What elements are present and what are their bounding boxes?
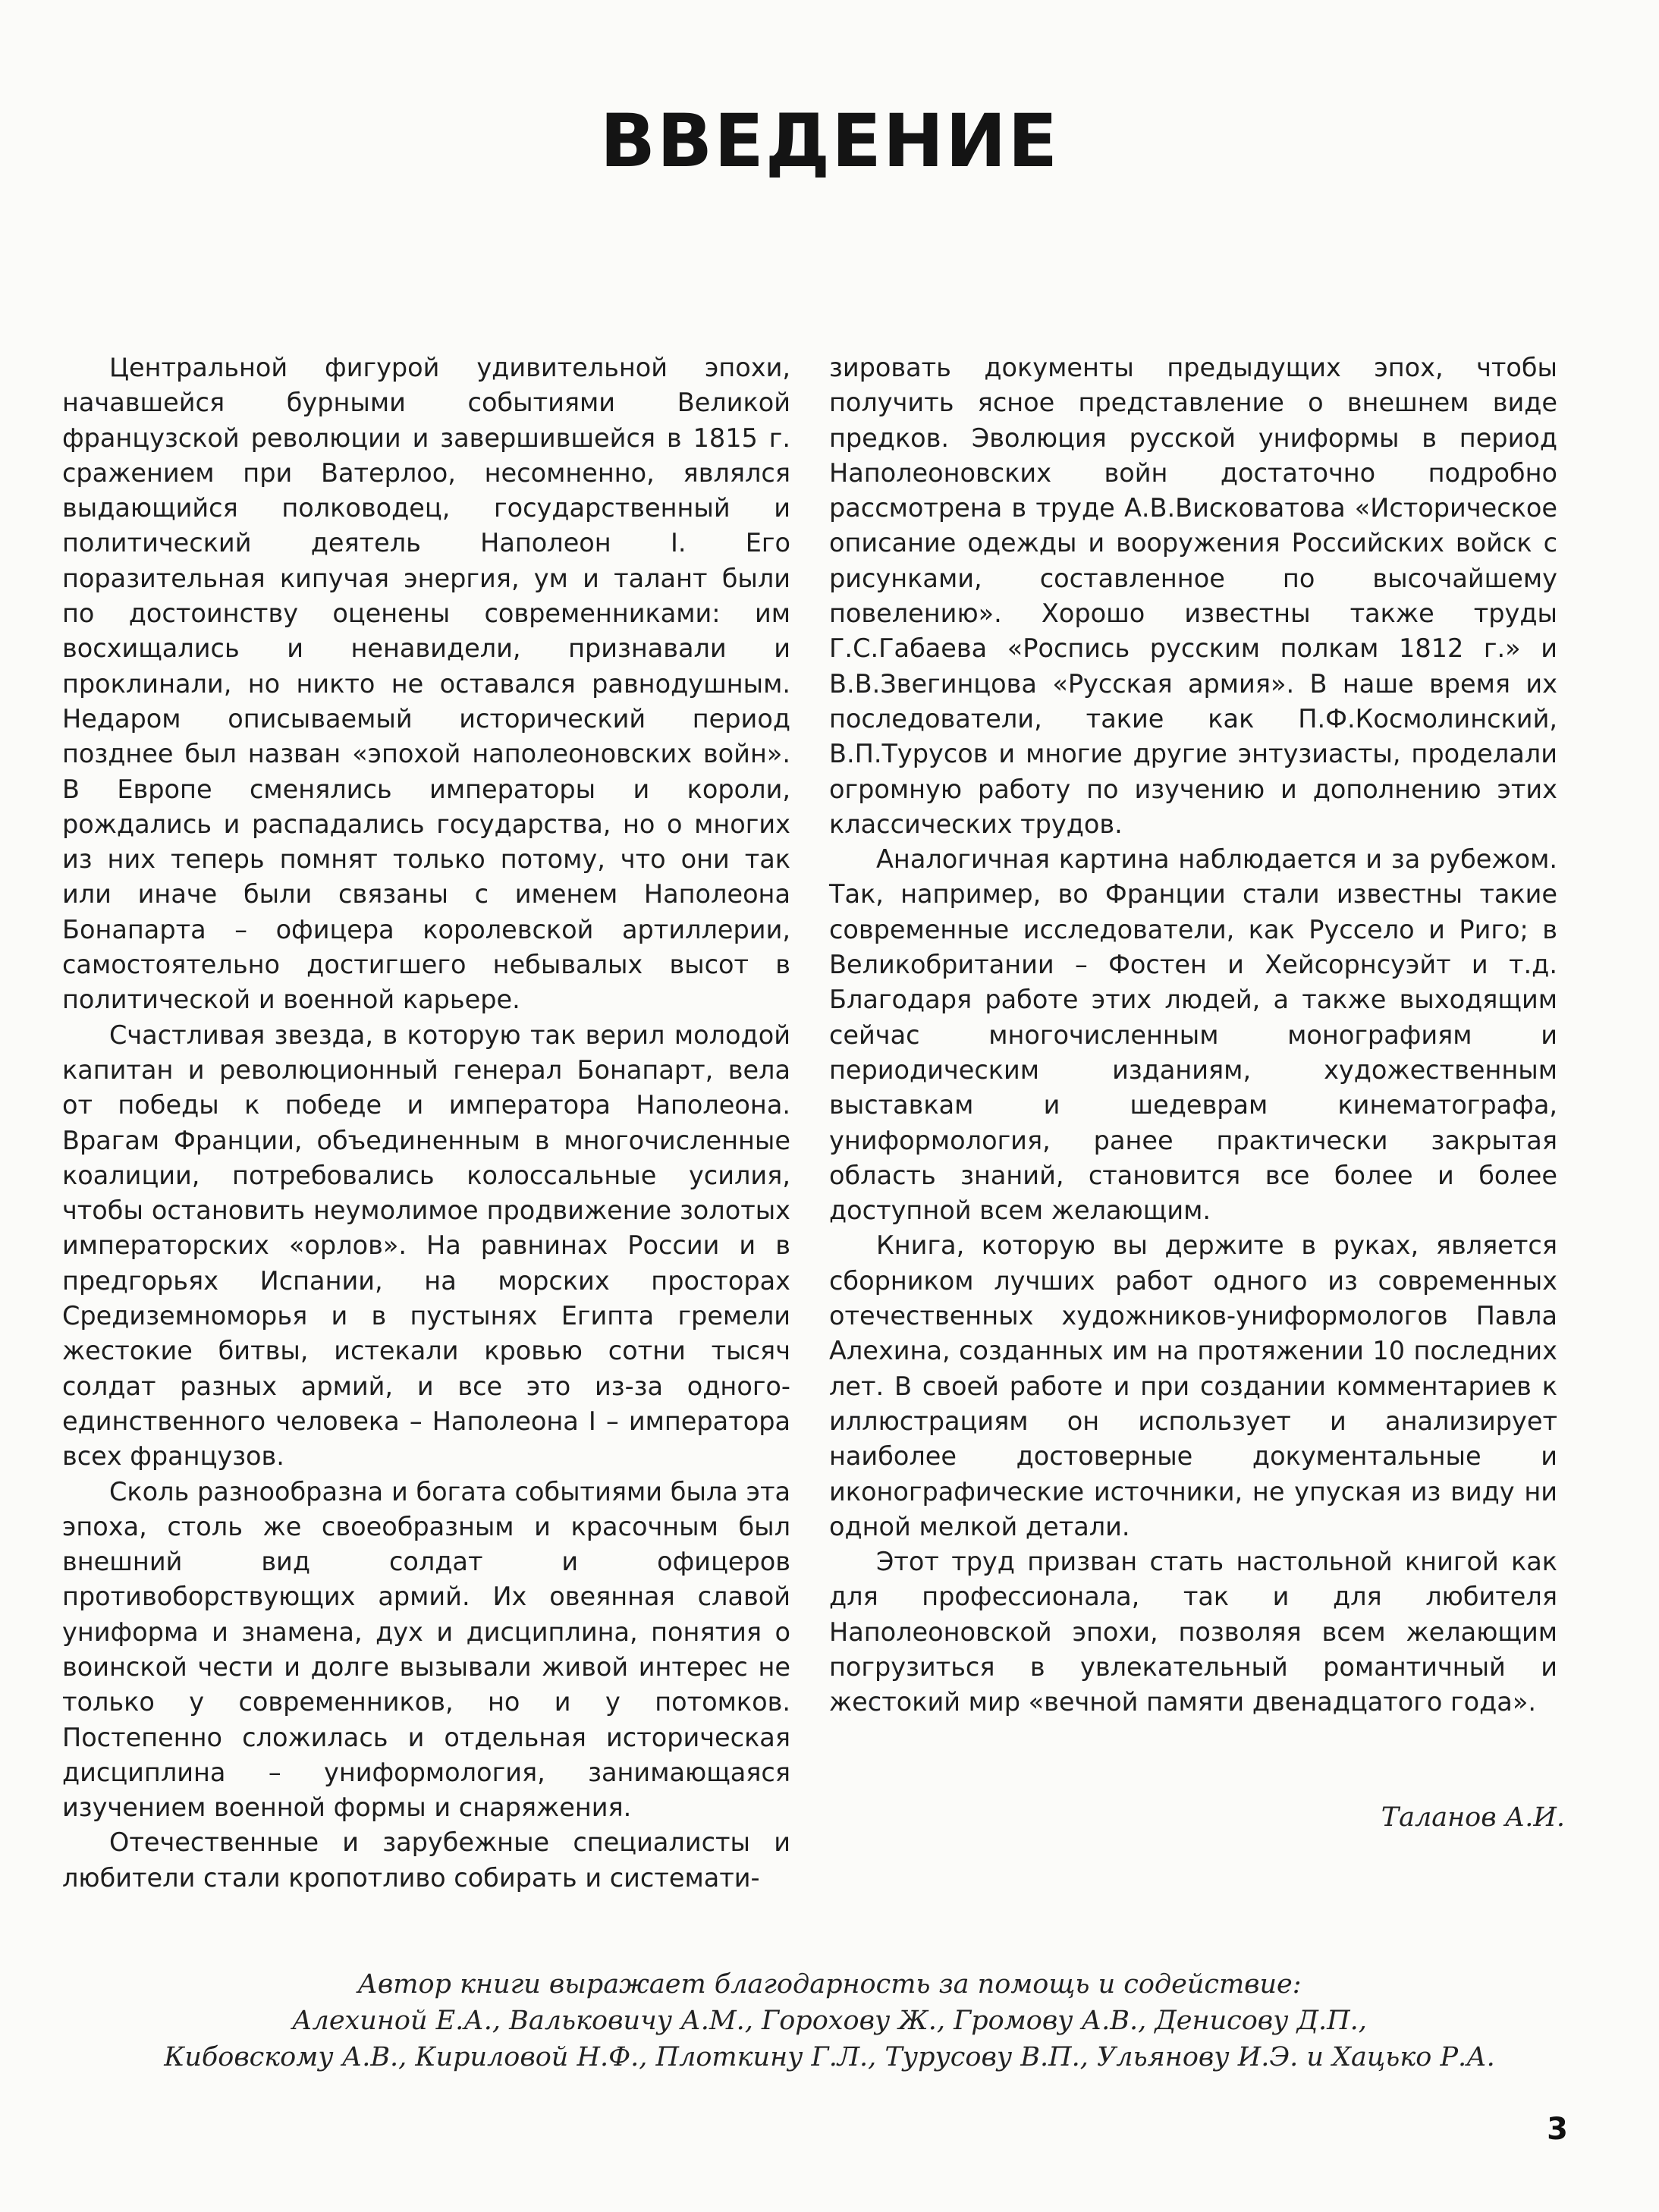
paragraph: Счастливая звезда, в которую так верил молодой капитан и революционный генерал Бонапарт, вела от победы к победе и императора Наполеона. Врагам Франции, объединенным в многочисленные коалиции, потребовались колоссальные усилия, чтобы остановить неумолимое продвижение золотых императорских «орлов». На равнинах России и в предгорьях Испании, на морских просторах Средиземноморья и в пустынях Египта гремели жестокие битвы, истекали кровью сотни тысяч солдат разных армий, и все это из-за одного-единственного человека – Наполеона I – императора всех французов. [62, 1020, 790, 1472]
author-signature: Таланов А.И. [1381, 1802, 1565, 1833]
acknowledgment-heading: Автор книги выражает благодарность за помощь и содействие: [357, 1969, 1302, 2000]
paragraph: Аналогичная картина наблюдается и за рубежом. Так, например, во Франции стали известны такие современные исследователи, как Руссело и Риго; в Великобритании – Фостен и Хейсорнсуэйт и т.д. Благодаря работе этих людей, а также выходящим сейчас многочисленным монографиям и периодическим изданиям, художественным выставкам и шедеврам кинематографа, униформология, ранее практически закрытая область знаний, становится все более и более доступной всем желающим. [829, 844, 1557, 1226]
acknowledgment-names-line: Алехиной Е.А., Вальковичу А.М., Горохову Ж., Громову А.В., Денисову Д.П., [292, 2006, 1367, 2036]
acknowledgment-names-line: Кибовскому А.В., Кириловой Н.Ф., Плоткину Г.Л., Турусову В.П., Ульянову И.Э. и Хацько Р.А. [164, 2042, 1495, 2072]
paragraph: Этот труд призван стать настольной книгой как для профессионала, так и для любителя Наполеоновской эпохи, позволяя всем желающим погрузиться в увлекательный романтичный и жестокий мир «вечной памяти двенадцатого года». [829, 1547, 1557, 1717]
page-number: 3 [1547, 2112, 1568, 2147]
paragraph: Книга, которую вы держите в руках, является сборником лучших работ одного из современных отечественных художников-униформологов Павла Алехина, созданных им на протяжении 10 последних лет. В своей работе и при создании комментариев к иллюстрациям он использует и анализирует наиболее достоверные документальные и иконографические источники, не упуская из виду ни одной мелкой детали. [829, 1230, 1557, 1541]
paragraph-continuation: зировать документы предыдущих эпох, чтобы получить ясное представление о внешнем виде предков. Эволюция русской униформы в период Наполеоновских войн достаточно подробно рассмотрена в труде А.В.Висковатова «Историческое описание одежды и вооружения Российских войск с рисунками, составленное по высочайшему повелению». Хорошо известны также труды Г.С.Габаева «Роспись русским полкам 1812 г.» и В.В.Звегинцова «Русская армия». В наше время их последователи, такие как П.Ф.Космолинский, В.П.Турусов и многие другие энтузиасты, проделали огромную работу по изучению и дополнению этих классических трудов. [829, 353, 1557, 839]
paragraph: Отечественные и зарубежные специалисты и любители стали кропотливо собирать и системати- [62, 1827, 790, 1893]
page-title: ВВЕДЕНИЕ [599, 99, 1060, 184]
acknowledgment [0, 1966, 1659, 2075]
paragraph: Центральной фигурой удивительной эпохи, начавшейся бурными событиями Великой французской революции и завершившейся в 1815 г. сражением при Ватерлоо, несомненно, являлся выдающийся полководец, государственный и политический деятель Наполеон I. Его поразительная кипучая энергия, ум и талант были по достоинству оценены современниками: им восхищались и ненавидели, признавали и проклинали, но никто не оставался равнодушным. Недаром описываемый исторический период позднее был назван «эпохой наполеоновских войн». В Европе сменялись императоры и короли, рождались и распадались государства, но о многих из них теперь помнят только потому, что они так или иначе были связаны с именем Наполеона Бонапарта – офицера королевской артиллерии, самостоятельно достигшего небывалых высот в политической и военной карьере. [62, 353, 790, 1015]
left-column [62, 350, 790, 1896]
paragraph: Сколь разнообразна и богата событиями была эта эпоха, столь же своеобразным и красочным был внешний вид солдат и офицеров противоборствующих армий. Их овеянная славой униформа и знамена, дух и дисциплина, понятия о воинской чести и долге вызывали живой интерес не только у современников, но и у потомков. Постепенно сложилась и отдельная историческая дисциплина – униформология, занимающаяся изучением военной формы и снаряжения. [62, 1476, 790, 1823]
right-column [829, 350, 1557, 1720]
